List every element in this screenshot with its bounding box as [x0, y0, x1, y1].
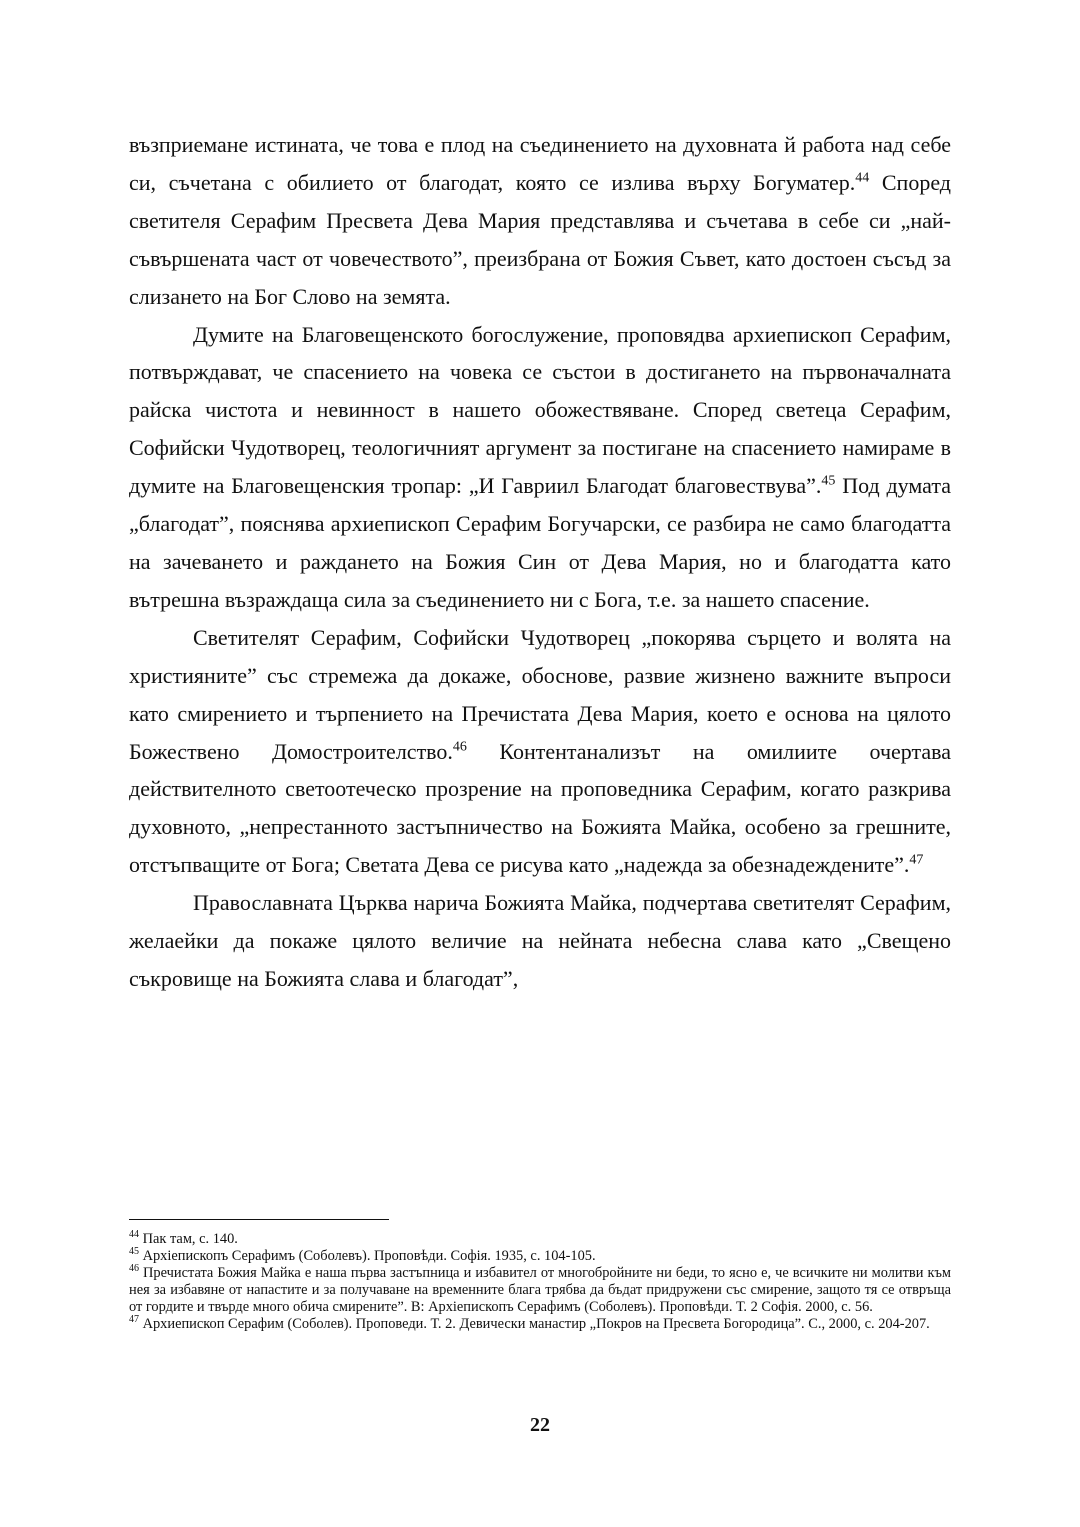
footnote-45	[129, 1248, 951, 1265]
footnote-ref-46: 46	[452, 739, 467, 755]
paragraph-4	[129, 884, 951, 998]
paragraph-2-text-a: Думите на Благовещенското богослужение, проповядва архиепископ Серафим, потвърждават, че спасението на човека се състои в достигането на първоначалната райска чистота и невинност в нашето обожествяване. Според светеца Серафим, Софийски Чудотворец, теологичният аргумент за постигане на спасението намираме в думите на Благовещенския тропар: „И Гавриил Благодат благовествува”.	[129, 321, 951, 499]
paragraph-1-text-b: Според светителя Серафим Пресвета Дева Мария представлява и съчетава в себе си „най-съвършената част от човечеството”, преизбрана от Божия Съвет, като достоен съсъд за слизането на Бог Слово на земята.	[129, 169, 952, 309]
footnote-text: Пречистата Божия Майка е наша първа застъпница и избавител от многобройните ни беди, то ясно е, че всичките ни молитви към нея за избавяне от напастите и за получаване на временните блага трябва да бъдат придружени със смирение, защото тя се отвръща от гордите и твърде много обича смирените”. В: Архіепископъ Серафимъ (Соболевъ). Проповѣди. Т. 2 Софія. 2000, с. 56.	[129, 1265, 951, 1316]
footnote-text: Пак там, с. 140.	[139, 1231, 238, 1247]
footnote-divider	[129, 1219, 389, 1220]
paragraph-1-text-a: възприемане истината, че това е плод на съединението на духовната й работа над себе си, съчетана с обилието от благодат, която се излива върху Богуматер.	[129, 132, 951, 195]
page-number: 22	[530, 1414, 550, 1436]
paragraph-3-text-b: Контентанализът на омилиите очертава действителното светоотеческо прозрение на проповедника Серафим, когато разкрива духовното, „непрестанното застъпничество на Божията Майка, особено за грешните, отстъпващите от Бога; Светата Дева се рисува като „надежда за обезнадеждените”.	[129, 738, 951, 878]
body-text	[129, 126, 951, 998]
footnote-44	[129, 1231, 951, 1248]
paragraph-3-text-a: Светителят Серафим, Софийски Чудотворец „покорява сърцето и волята на християните” със стремежа да докаже, обоснове, развие жизнено важните въпроси като смирението и търпението на Пречистата Дева Мария, което е основа на цялото Божествено Домостроителство.	[129, 624, 951, 764]
paragraph-2-text-b: Под думата „благодат”, пояснява архиепископ Серафим Богучарски, се разбира не само благодатта на зачеването и раждането на Божия Син от Дева Мария, но и благодатта като вътрешна възраждаща сила за съединението ни с Бога, т.е. за нашето спасение.	[129, 473, 952, 612]
footnote-ref-45: 45	[821, 473, 836, 489]
footnote-47	[129, 1316, 951, 1333]
footnote-number: 44	[129, 1229, 139, 1241]
footnote-number: 45	[129, 1246, 139, 1258]
footnote-text: Архиепископ Серафим (Соболев). Проповеди. Т. 2. Девически манастир „Покров на Пресвета Богородица”. С., 2000, с. 204-207.	[139, 1316, 930, 1333]
footnote-number: 47	[129, 1314, 139, 1326]
paragraph-3	[129, 619, 951, 884]
footnote-ref-44: 44	[855, 170, 870, 186]
footnote-ref-47: 47	[909, 852, 924, 868]
footnote-46	[129, 1265, 951, 1316]
paragraph-4-text-a: Православната Църква нарича Божията Майка, подчертава светителят Серафим, желаейки да покаже цялото величие на нейната небесна слава като „Свещено съкровище на Божията слава и благодат”,	[129, 890, 951, 991]
page-body	[129, 126, 951, 998]
footnote-number: 46	[129, 1263, 139, 1275]
footnote-text: Архіепископъ Серафимъ (Соболевъ). Проповѣди. Софія. 1935, с. 104-105.	[139, 1248, 596, 1265]
footnotes	[129, 1231, 951, 1334]
paragraph-2	[129, 316, 951, 619]
paragraph-1	[129, 126, 951, 316]
